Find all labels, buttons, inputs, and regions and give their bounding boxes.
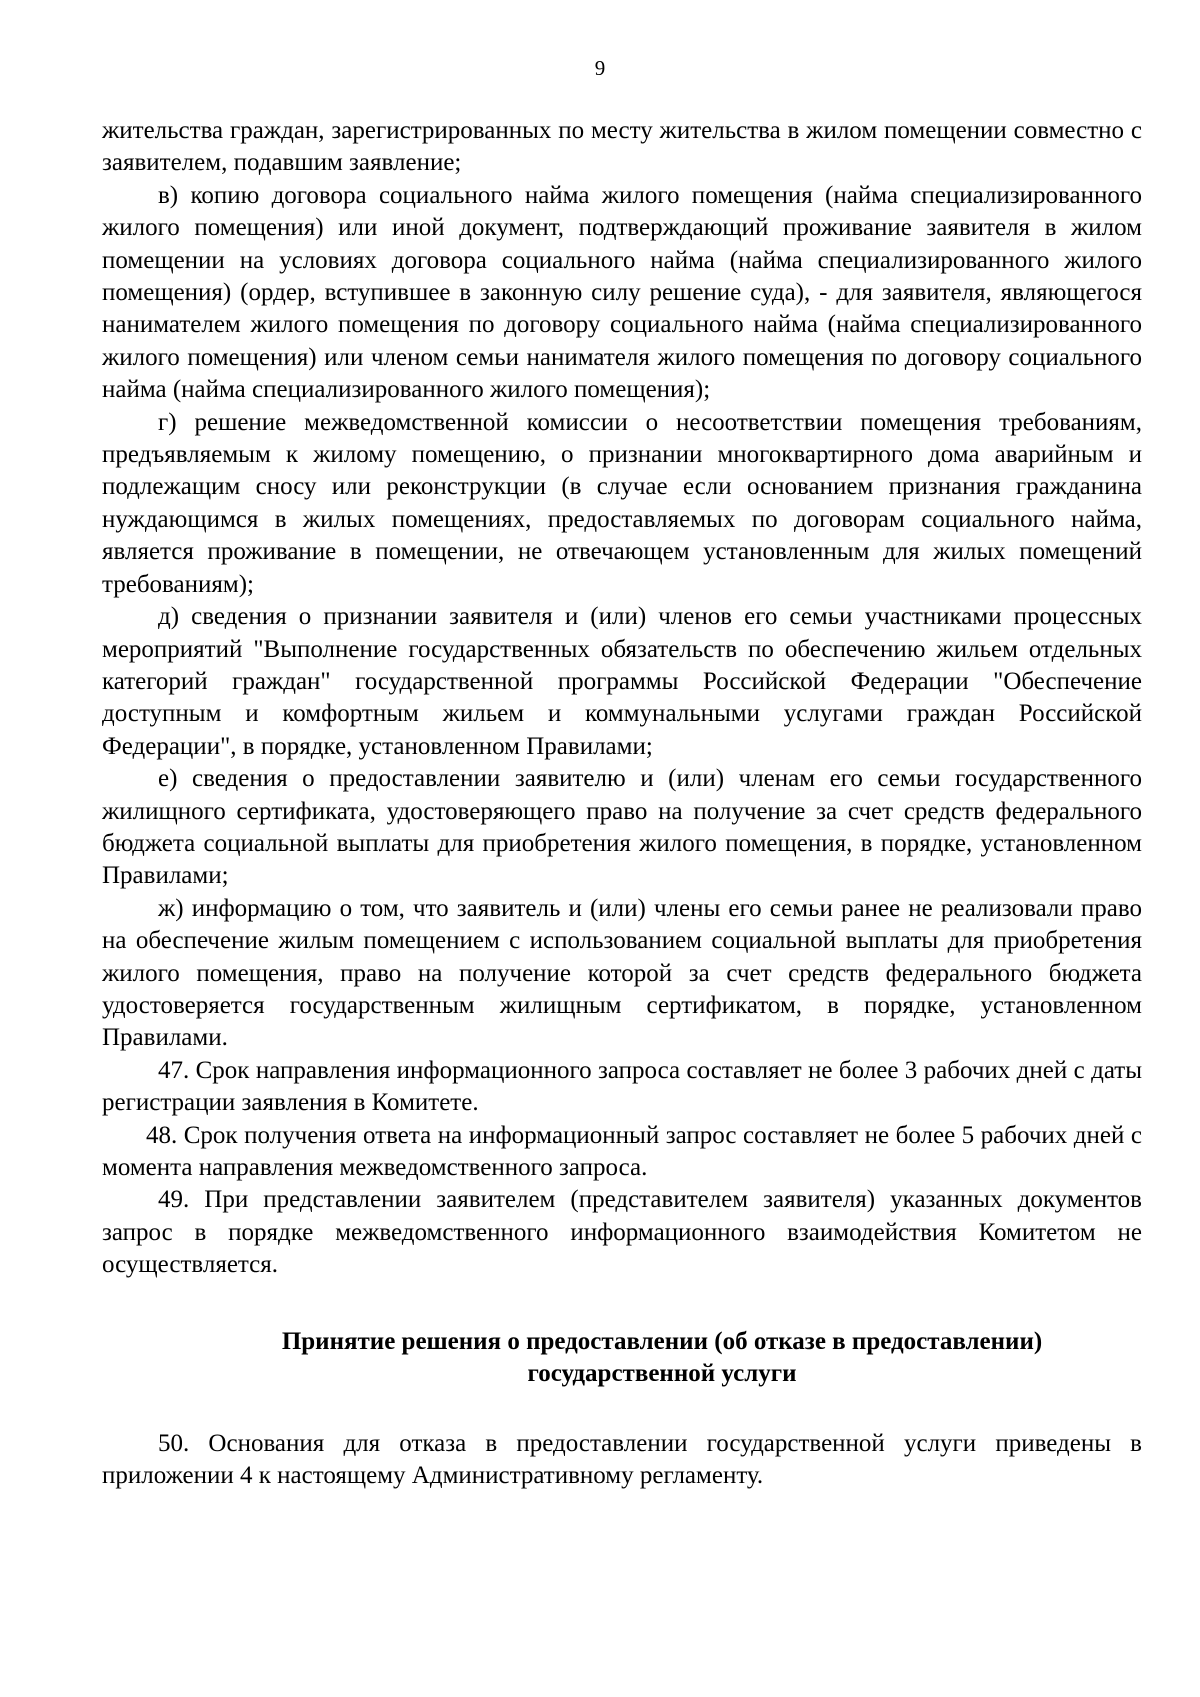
paragraph-continuation: жительства граждан, зарегистрированных по месту жительства в жилом помещении совместно с заявителем, подавшим заявление; bbox=[102, 117, 1142, 177]
document-body bbox=[102, 115, 1142, 1492]
section-heading-line-1: Принятие решения о предоставлении (об отказе в предоставлении) bbox=[281, 1327, 1043, 1355]
section-heading bbox=[102, 1326, 1142, 1390]
paragraph-item-zh: ж) информацию о том, что заявитель и (или) члены его семьи ранее не реализовали право на обеспечение жилым помещением с использованием социальной выплаты для приобретения жилого помещения, право на получение которой за счет средств федерального бюджета удостоверяется государственным жилищным сертификатом, в порядке, установленном Правилами. bbox=[102, 894, 1142, 1052]
paragraph-item-v: в) копию договора социального найма жилого помещения (найма специализированного жилого помещения) или иной документ, подтверждающий проживание заявителя в жилом помещении на условиях договора социального найма (найма специализированного жилого помещения) (ордер, вступившее в законную силу решение суда), - для заявителя, являющегося нанимателем жилого помещения по договору социального найма (найма специализированного жилого помещения) или членом семьи нанимателя жилого помещения по договору социального найма (найма специализированного жилого помещения); bbox=[102, 181, 1142, 404]
page-number: 9 bbox=[594, 56, 606, 80]
paragraph-49: 49. При представлении заявителем (представителем заявителя) указанных документов запрос в порядке межведомственного информационного взаимодействия Комитетом не осуществляется. bbox=[102, 1186, 1142, 1279]
paragraph-item-e: е) сведения о предоставлении заявителю и (или) членам его семьи государственного жилищного сертификата, удостоверяющего право на получение за счет средств федерального бюджета социальной выплаты для приобретения жилого помещения, в порядке, установленном Правилами; bbox=[102, 765, 1142, 890]
paragraph-47: 47. Срок направления информационного запроса составляет не более 3 рабочих дней с даты регистрации заявления в Комитете. bbox=[102, 1056, 1142, 1117]
paragraph-50: 50. Основания для отказа в предоставлении государственной услуги приведены в приложении 4 к настоящему Административному регламенту. bbox=[102, 1429, 1142, 1490]
paragraph-item-d: д) сведения о признании заявителя и (или) членов его семьи участниками процессных мероприятий "Выполнение государственных обязательств по обеспечению жильем отдельных категорий граждан" государственной программы Российской Федерации "Обеспечение доступным и комфортным жильем и коммунальными услугами граждан Российской Федерации", в порядке, установленном Правилами; bbox=[102, 603, 1142, 760]
section-heading-line-2: государственной услуги bbox=[527, 1359, 797, 1387]
paragraph-48: 48. Срок получения ответа на информационный запрос составляет не более 5 рабочих дней с момента направления межведомственного запроса. bbox=[102, 1121, 1142, 1181]
paragraph-item-g: г) решение межведомственной комиссии о несоответствии помещения требованиям, предъявляемым к жилому помещению, о признании многоквартирного дома аварийным и подлежащим сносу или реконструкции (в случае если основанием признания гражданина нуждающимся в жилых помещениях, предоставляемых по договорам социального найма, является проживание в помещении, не отвечающем установленным для жилых помещений требованиям); bbox=[102, 408, 1142, 598]
